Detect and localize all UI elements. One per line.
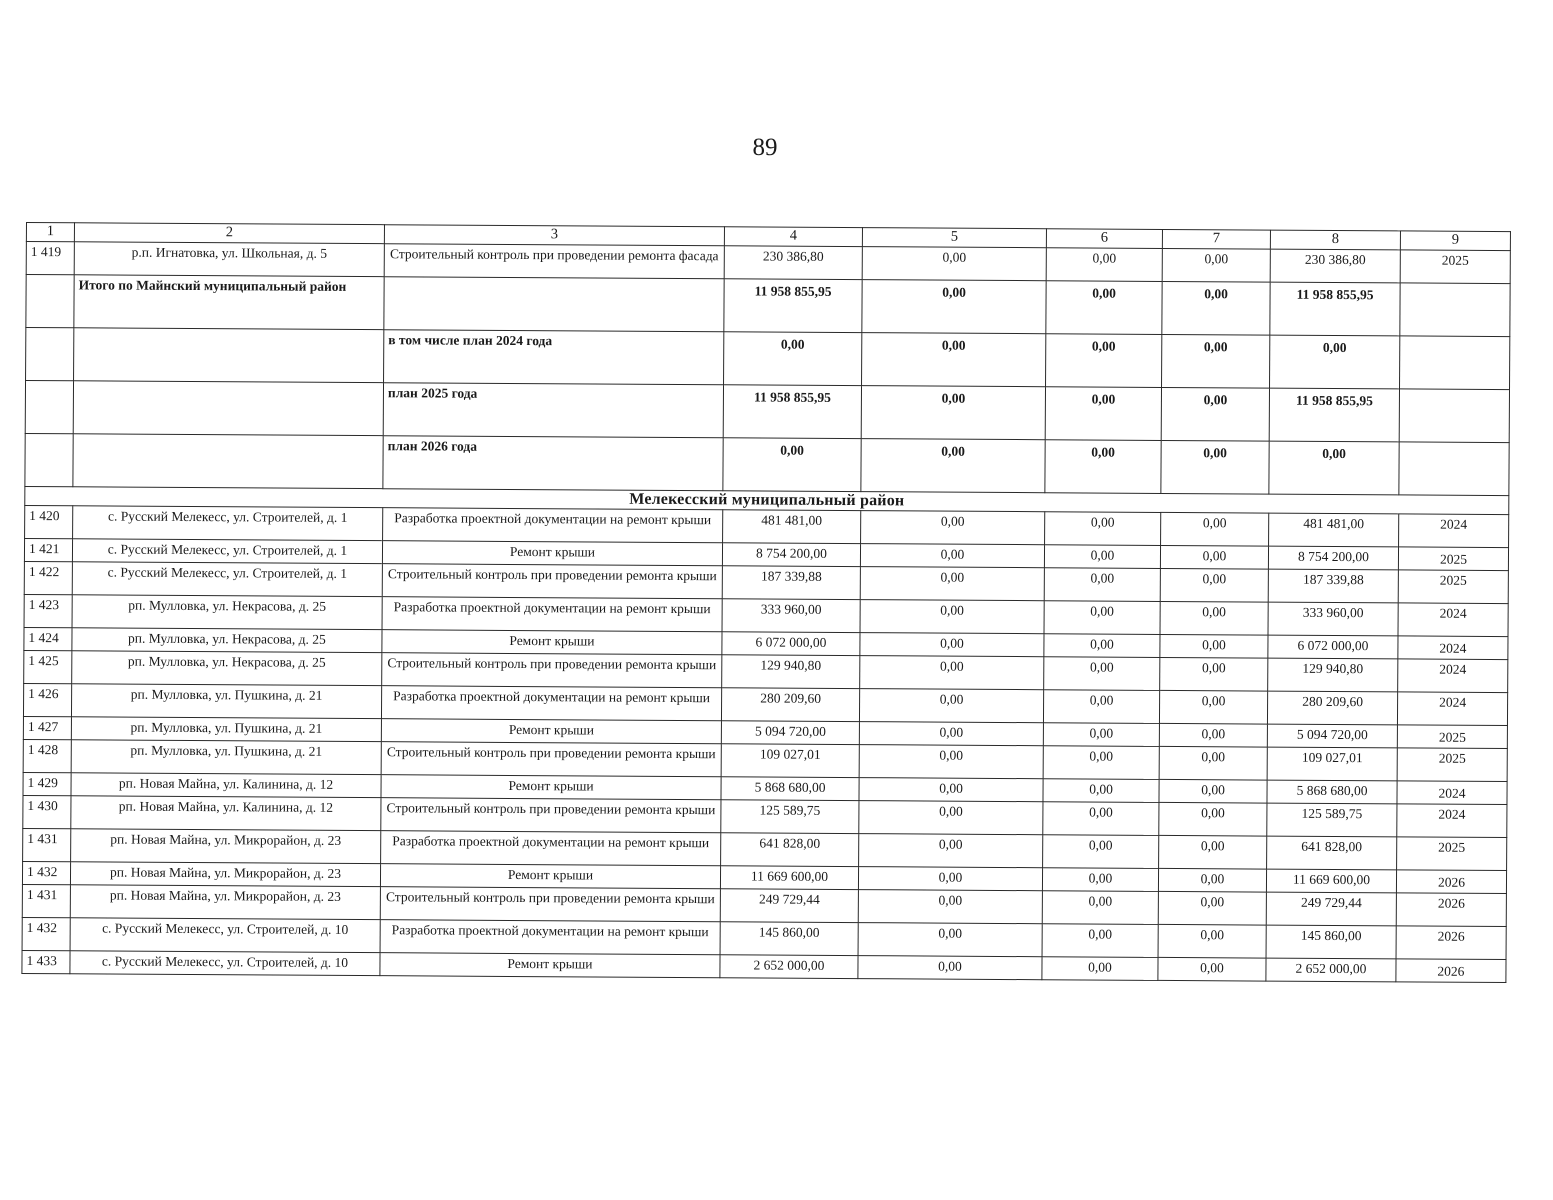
amount-cell: 11 958 855,95 xyxy=(1270,282,1400,336)
address-cell: с. Русский Мелекесс, ул. Строителей, д. 1 xyxy=(72,562,382,597)
amount-cell: 5 868 680,00 xyxy=(721,777,859,801)
summary-sublabel: в том числе план 2024 года xyxy=(384,330,724,385)
work-type-cell: Ремонт крыши xyxy=(380,953,720,978)
work-type-cell: Разработка проектной документации на ремонт крыши xyxy=(381,831,721,866)
empty-cell xyxy=(26,275,74,328)
row-number: 1 432 xyxy=(22,861,70,884)
amount-cell: 0,00 xyxy=(1042,957,1158,981)
work-type-cell: Строительный контроль при проведении ремонта крыши xyxy=(381,798,721,833)
amount-cell: 0,00 xyxy=(1046,248,1162,282)
amount-cell: 641 828,00 xyxy=(721,833,859,867)
work-type-cell: Строительный контроль при проведении ремонта крыши xyxy=(382,564,722,599)
empty-cell xyxy=(25,433,73,486)
amount-cell: 0,00 xyxy=(1043,746,1159,780)
amount-cell: 0,00 xyxy=(860,544,1044,568)
amount-cell: 249 729,44 xyxy=(720,889,858,923)
row-number: 1 425 xyxy=(24,650,72,683)
amount-cell: 5 094 720,00 xyxy=(1267,724,1397,748)
amount-cell: 0,00 xyxy=(861,511,1045,545)
work-type-cell: Строительный контроль при проведении ремонта крыши xyxy=(382,653,722,688)
amount-cell: 2 652 000,00 xyxy=(1266,958,1396,982)
column-header: 8 xyxy=(1270,230,1400,250)
row-number: 1 431 xyxy=(22,884,70,917)
table-body xyxy=(22,223,1511,983)
column-header: 4 xyxy=(724,227,862,247)
amount-cell: 0,00 xyxy=(1044,634,1160,658)
amount-cell: 0,00 xyxy=(859,689,1043,723)
amount-cell: 333 960,00 xyxy=(1268,602,1398,636)
work-type-cell: Строительный контроль при проведении ремонта крыши xyxy=(380,887,720,922)
work-type-cell: Ремонт крыши xyxy=(381,775,721,800)
address-cell: с. Русский Мелекесс, ул. Строителей, д. 10 xyxy=(70,918,380,953)
amount-cell: 0,00 xyxy=(1161,440,1269,494)
column-header: 3 xyxy=(384,225,724,246)
column-header: 5 xyxy=(862,228,1046,248)
address-cell: рп. Новая Майна, ул. Калинина, д. 12 xyxy=(71,773,381,798)
page-number: 89 xyxy=(752,134,778,161)
column-header: 2 xyxy=(74,223,384,244)
amount-cell: 0,00 xyxy=(1043,802,1159,836)
amount-cell: 0,00 xyxy=(862,247,1046,281)
amount-cell: 333 960,00 xyxy=(722,599,860,633)
work-type-cell: Ремонт крыши xyxy=(382,541,722,566)
amount-cell: 11 958 855,95 xyxy=(723,385,861,439)
address-cell: рп. Мулловка, ул. Пушкина, д. 21 xyxy=(71,684,381,719)
amount-cell: 0,00 xyxy=(1159,746,1267,780)
work-type-cell: Разработка проектной документации на ремонт крыши xyxy=(382,597,722,632)
row-number: 1 430 xyxy=(23,795,71,828)
year-cell: 2025 xyxy=(1397,837,1507,871)
row-number: 1 426 xyxy=(23,683,71,716)
amount-cell: 0,00 xyxy=(861,439,1045,493)
amount-cell: 0,00 xyxy=(1043,723,1159,747)
work-type-cell: Ремонт крыши xyxy=(381,719,721,744)
amount-cell: 6 072 000,00 xyxy=(722,632,860,656)
amount-cell: 0,00 xyxy=(1044,601,1160,635)
empty-cell xyxy=(26,328,74,381)
amount-cell: 0,00 xyxy=(724,332,862,386)
amount-cell: 0,00 xyxy=(1160,657,1268,691)
row-number: 1 427 xyxy=(23,716,71,739)
summary-row-2024 xyxy=(26,328,1510,390)
work-type-cell: Разработка проектной документации на ремонт крыши xyxy=(380,920,720,955)
row-number: 1 419 xyxy=(26,242,74,275)
work-type-cell: Ремонт крыши xyxy=(380,864,720,889)
address-cell: р.п. Игнатовка, ул. Школьная, д. 5 xyxy=(74,242,384,277)
amount-cell: 0,00 xyxy=(860,567,1044,601)
row-number: 1 424 xyxy=(24,627,72,650)
amount-cell: 11 669 600,00 xyxy=(1266,869,1396,893)
row-number: 1 428 xyxy=(23,739,71,772)
amount-cell: 0,00 xyxy=(859,834,1043,868)
amount-cell: 129 940,80 xyxy=(1268,658,1398,692)
empty-cell xyxy=(1400,283,1510,337)
amount-cell: 0,00 xyxy=(1158,957,1266,981)
amount-cell: 0,00 xyxy=(1161,387,1269,441)
amount-cell: 0,00 xyxy=(860,656,1044,690)
amount-cell: 0,00 xyxy=(859,801,1043,835)
address-cell: рп. Мулловка, ул. Пушкина, д. 21 xyxy=(71,740,381,775)
row-number: 1 431 xyxy=(23,828,71,861)
amount-cell: 0,00 xyxy=(1158,924,1266,958)
empty-cell xyxy=(1399,389,1509,443)
amount-cell: 0,00 xyxy=(1160,634,1268,658)
amount-cell: 125 589,75 xyxy=(721,800,859,834)
amount-cell: 0,00 xyxy=(859,745,1043,779)
row-number: 1 429 xyxy=(23,772,71,795)
year-cell: 2025 xyxy=(1398,547,1508,571)
address-cell: рп. Мулловка, ул. Некрасова, д. 25 xyxy=(72,595,382,630)
amount-cell: 0,00 xyxy=(1042,868,1158,892)
amount-cell: 125 589,75 xyxy=(1267,803,1397,837)
amount-cell: 0,00 xyxy=(1162,281,1270,335)
amount-cell: 0,00 xyxy=(1158,868,1266,892)
summary-label xyxy=(74,328,384,383)
summary-row-2026 xyxy=(25,433,1509,495)
amount-cell: 0,00 xyxy=(1046,281,1162,335)
summary-sublabel xyxy=(384,277,724,332)
amount-cell: 0,00 xyxy=(858,867,1042,891)
work-type-cell: Ремонт крыши xyxy=(382,630,722,655)
year-cell: 2025 xyxy=(1400,250,1510,284)
amount-cell: 0,00 xyxy=(1161,512,1269,546)
amount-cell: 6 072 000,00 xyxy=(1268,635,1398,659)
column-header: 9 xyxy=(1400,231,1510,251)
amount-cell: 0,00 xyxy=(1269,441,1399,495)
amount-cell: 0,00 xyxy=(1044,657,1160,691)
amount-cell: 11 958 855,95 xyxy=(724,279,862,333)
amount-cell: 0,00 xyxy=(1162,334,1270,388)
amount-cell: 0,00 xyxy=(723,438,861,492)
amount-cell: 0,00 xyxy=(1045,512,1161,546)
summary-label: Итого по Майнский муниципальный район xyxy=(74,275,384,330)
amount-cell: 0,00 xyxy=(858,923,1042,957)
amount-cell: 0,00 xyxy=(1043,835,1159,869)
address-cell: рп. Мулловка, ул. Некрасова, д. 25 xyxy=(72,628,382,653)
amount-cell: 0,00 xyxy=(1043,690,1159,724)
amount-cell: 109 027,01 xyxy=(1267,747,1397,781)
amount-cell: 5 094 720,00 xyxy=(721,721,859,745)
empty-cell xyxy=(1399,442,1509,496)
amount-cell: 230 386,80 xyxy=(1270,249,1400,283)
address-cell: рп. Мулловка, ул. Некрасова, д. 25 xyxy=(72,651,382,686)
summary-label xyxy=(73,434,383,489)
year-cell: 2024 xyxy=(1397,692,1507,726)
year-cell: 2025 xyxy=(1398,570,1508,604)
amount-cell: 109 027,01 xyxy=(721,744,859,778)
address-cell: с. Русский Мелекесс, ул. Строителей, д. 1 xyxy=(72,539,382,564)
amount-cell: 5 868 680,00 xyxy=(1267,780,1397,804)
amount-cell: 0,00 xyxy=(1159,723,1267,747)
amount-cell: 0,00 xyxy=(1160,601,1268,635)
row-number: 1 423 xyxy=(24,594,72,627)
column-header: 6 xyxy=(1046,229,1162,249)
year-cell: 2026 xyxy=(1396,893,1506,927)
summary-label xyxy=(73,381,383,436)
amount-cell: 0,00 xyxy=(1044,568,1160,602)
amount-cell: 280 209,60 xyxy=(721,688,859,722)
district-title: Мелекесский муниципальный район xyxy=(25,486,1509,514)
amount-cell: 0,00 xyxy=(1046,334,1162,388)
year-cell: 2024 xyxy=(1398,636,1508,660)
amount-cell: 0,00 xyxy=(1158,891,1266,925)
amount-cell: 0,00 xyxy=(1270,335,1400,389)
summary-row-2025 xyxy=(25,381,1509,443)
year-cell: 2026 xyxy=(1396,926,1506,960)
address-cell: рп. Новая Майна, ул. Микрорайон, д. 23 xyxy=(70,885,380,920)
amount-cell: 230 386,80 xyxy=(724,246,862,280)
amount-cell: 0,00 xyxy=(858,956,1042,980)
amount-cell: 0,00 xyxy=(859,778,1043,802)
amount-cell: 187 339,88 xyxy=(722,566,860,600)
row-number: 1 420 xyxy=(25,505,73,538)
year-cell: 2024 xyxy=(1397,804,1507,838)
amount-cell: 129 940,80 xyxy=(722,655,860,689)
amount-cell: 0,00 xyxy=(861,386,1045,440)
address-cell: рп. Мулловка, ул. Пушкина, д. 21 xyxy=(71,717,381,742)
row-number: 1 433 xyxy=(22,950,70,973)
amount-cell: 11 958 855,95 xyxy=(1269,388,1399,442)
amount-cell: 0,00 xyxy=(862,280,1046,334)
work-type-cell: Строительный контроль при проведении ремонта крыши xyxy=(381,742,721,777)
amount-cell: 2 652 000,00 xyxy=(720,955,858,979)
amount-cell: 0,00 xyxy=(1162,248,1270,282)
work-type-cell: Разработка проектной документации на ремонт крыши xyxy=(383,508,723,543)
amount-cell: 0,00 xyxy=(860,633,1044,657)
work-type-cell: Строительный контроль при проведении ремонта фасада xyxy=(384,244,724,279)
address-cell: с. Русский Мелекесс, ул. Строителей, д. 10 xyxy=(70,951,380,976)
summary-sublabel: план 2025 года xyxy=(383,383,723,438)
year-cell: 2024 xyxy=(1397,781,1507,805)
row-number: 1 421 xyxy=(24,538,72,561)
amount-cell: 0,00 xyxy=(1160,545,1268,569)
year-cell: 2024 xyxy=(1398,603,1508,637)
amount-cell: 145 860,00 xyxy=(720,922,858,956)
row-number: 1 432 xyxy=(22,917,70,950)
amount-cell: 0,00 xyxy=(1042,924,1158,958)
column-header: 7 xyxy=(1162,229,1270,249)
amount-cell: 280 209,60 xyxy=(1267,691,1397,725)
amount-cell: 249 729,44 xyxy=(1266,892,1396,926)
amount-cell: 0,00 xyxy=(862,333,1046,387)
amount-cell: 641 828,00 xyxy=(1267,836,1397,870)
year-cell: 2026 xyxy=(1396,870,1506,894)
work-type-cell: Разработка проектной документации на ремонт крыши xyxy=(381,686,721,721)
amount-cell: 0,00 xyxy=(860,600,1044,634)
row-number: 1 422 xyxy=(24,561,72,594)
amount-cell: 0,00 xyxy=(1159,802,1267,836)
amount-cell: 0,00 xyxy=(858,890,1042,924)
amount-cell: 8 754 200,00 xyxy=(1268,546,1398,570)
amount-cell: 187 339,88 xyxy=(1268,569,1398,603)
amount-cell: 0,00 xyxy=(1044,545,1160,569)
amount-cell: 0,00 xyxy=(1042,891,1158,925)
amount-cell: 0,00 xyxy=(1159,835,1267,869)
address-cell: рп. Новая Майна, ул. Микрорайон, д. 23 xyxy=(70,862,380,887)
amount-cell: 0,00 xyxy=(1160,568,1268,602)
year-cell: 2025 xyxy=(1397,748,1507,782)
year-cell: 2024 xyxy=(1398,659,1508,693)
summary-sublabel: план 2026 года xyxy=(383,436,723,491)
address-cell: рп. Новая Майна, ул. Микрорайон, д. 23 xyxy=(71,829,381,864)
address-cell: с. Русский Мелекесс, ул. Строителей, д. 1 xyxy=(73,506,383,541)
column-header: 1 xyxy=(26,223,74,242)
amount-cell: 0,00 xyxy=(1045,387,1161,441)
amount-cell: 481 481,00 xyxy=(1269,513,1399,547)
address-cell: рп. Новая Майна, ул. Калинина, д. 12 xyxy=(71,796,381,831)
repair-plan-table xyxy=(21,222,1511,983)
amount-cell: 0,00 xyxy=(1159,690,1267,724)
empty-cell xyxy=(1400,336,1510,390)
amount-cell: 11 669 600,00 xyxy=(720,866,858,890)
year-cell: 2025 xyxy=(1397,725,1507,749)
empty-cell xyxy=(25,381,73,434)
year-cell: 2026 xyxy=(1396,959,1506,983)
year-cell: 2024 xyxy=(1399,514,1509,548)
amount-cell: 0,00 xyxy=(859,722,1043,746)
amount-cell: 145 860,00 xyxy=(1266,925,1396,959)
amount-cell: 0,00 xyxy=(1159,779,1267,803)
amount-cell: 481 481,00 xyxy=(723,510,861,544)
amount-cell: 8 754 200,00 xyxy=(722,543,860,567)
summary-row-total xyxy=(26,275,1510,337)
amount-cell: 0,00 xyxy=(1043,779,1159,803)
amount-cell: 0,00 xyxy=(1045,440,1161,494)
